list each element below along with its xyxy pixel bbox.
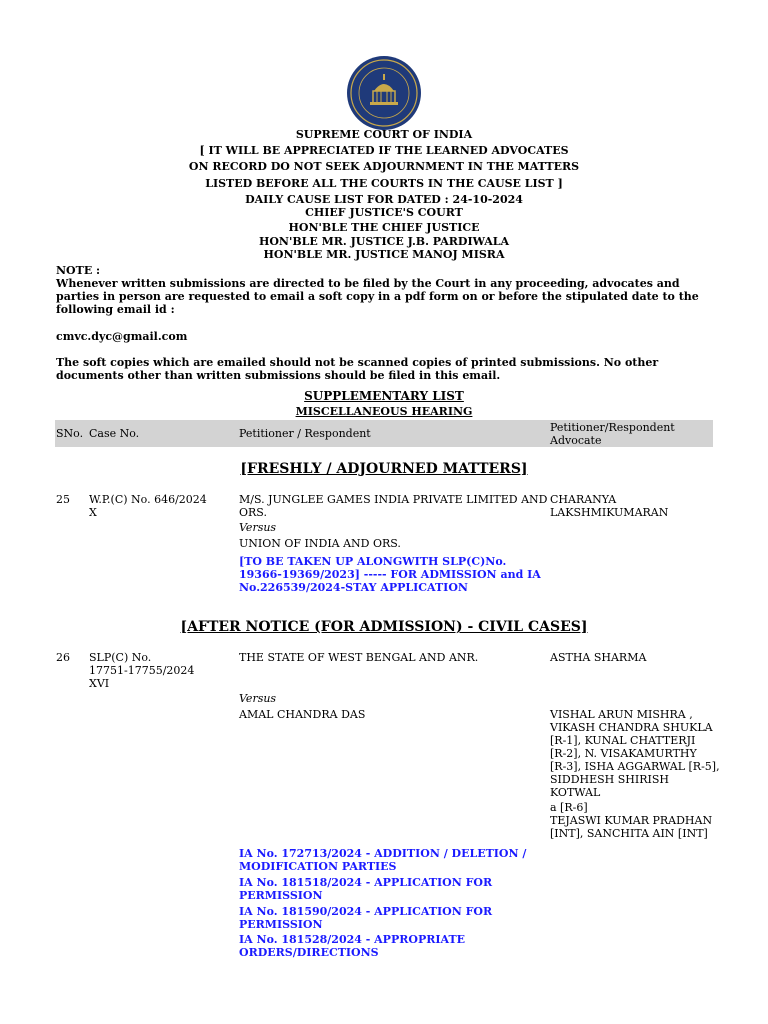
note-softcopy: The soft copies which are emailed should not be scanned copies of printed submissions. No other documents other than written submissions should be filed in this email.	[56, 356, 659, 382]
case-number: W.P.(C) No. 646/2024	[89, 493, 207, 506]
respondent-advocate-line: VIKASH CHANDRA SHUKLA	[550, 721, 713, 734]
table-header	[55, 420, 713, 447]
versus-label: Versus	[239, 521, 277, 534]
respondent-advocate-line: [R-1], KUNAL CHATTERJI	[550, 734, 696, 747]
petitioner-name: THE STATE OF WEST BENGAL AND ANR.	[239, 651, 479, 664]
appeal-line-2: ON RECORD DO NOT SEEK ADJOURNMENT IN THE MATTERS	[188, 160, 580, 173]
note-label: NOTE :	[56, 264, 101, 277]
supreme-court-seal-icon	[346, 55, 422, 131]
petitioner-advocate-cont: LAKSHMIKUMARAN	[550, 506, 669, 519]
case-remark-end: No.226539/2024-STAY APPLICATION	[239, 581, 468, 594]
cause-list-date: DAILY CAUSE LIST FOR DATED : 24-10-2024	[245, 193, 523, 206]
intervenor-advocate-line: [INT], SANCHITA AIN [INT]	[550, 827, 708, 840]
respondent-name: AMAL CHANDRA DAS	[239, 708, 366, 721]
petitioner-advocate: ASTHA SHARMA	[550, 651, 647, 664]
judge-3: HON'BLE MR. JUSTICE MANOJ MISRA	[263, 248, 505, 261]
respondent-advocate-line: [R-2], N. VISAKAMURTHY	[550, 747, 697, 760]
case-number: SLP(C) No.	[89, 651, 152, 664]
respondent-name: UNION OF INDIA AND ORS.	[239, 537, 401, 550]
petitioner-advocate: CHARANYA	[550, 493, 617, 506]
section-after-notice: [AFTER NOTICE (FOR ADMISSION) - CIVIL CASES]	[180, 619, 588, 635]
case-sno: 26	[56, 651, 70, 664]
case-sno: 25	[56, 493, 70, 506]
respondent-advocate-line: a [R-6]	[550, 801, 588, 814]
column-case-no: Case No.	[89, 427, 140, 440]
column-parties: Petitioner / Respondent	[239, 427, 371, 440]
case-number-suffix: X	[89, 506, 97, 519]
petitioner-name: M/S. JUNGLEE GAMES INDIA PRIVATE LIMITED AND	[239, 493, 548, 506]
column-advocate-line2: Advocate	[550, 434, 602, 447]
ia-entry-cont: PERMISSION	[239, 918, 323, 931]
note-text: Whenever written submissions are directed to be filed by the Court in any proceeding, advocates and parties in person are requested to email a soft copy in a pdf form on or before the stipulated date to the following email id :	[56, 277, 699, 316]
appeal-line-1: [ IT WILL BE APPRECIATED IF THE LEARNED ADVOCATES	[199, 144, 569, 157]
court-title: SUPREME COURT OF INDIA	[295, 128, 473, 141]
respondent-advocate-line: SIDDHESH SHIRISH	[550, 773, 669, 786]
versus-label: Versus	[239, 692, 277, 705]
section-freshly-adjourned: [FRESHLY / ADJOURNED MATTERS]	[240, 461, 528, 477]
court-name: CHIEF JUSTICE'S COURT	[305, 206, 463, 219]
case-remark: [TO BE TAKEN UP ALONGWITH SLP(C)No.	[239, 555, 507, 568]
ia-entry: IA No. 172713/2024 - ADDITION / DELETION /	[239, 847, 527, 860]
note-email: cmvc.dyc@gmail.com	[56, 330, 188, 343]
petitioner-name-cont: ORS.	[239, 506, 267, 519]
ia-entry-cont: PERMISSION	[239, 889, 323, 902]
column-sno: SNo.	[56, 427, 84, 440]
ia-entry: IA No. 181590/2024 - APPLICATION FOR	[239, 905, 493, 918]
supplementary-list-title: SUPPLEMENTARY LIST	[304, 389, 464, 403]
ia-entry-cont: ORDERS/DIRECTIONS	[239, 946, 379, 959]
respondent-advocate-line: [R-3], ISHA AGGARWAL [R-5],	[550, 760, 720, 773]
ia-entry-cont: MODIFICATION PARTIES	[239, 860, 397, 873]
respondent-advocate-line: VISHAL ARUN MISHRA ,	[550, 708, 693, 721]
case-number-cont: 17751-17755/2024	[89, 664, 195, 677]
hearing-type-title: MISCELLANEOUS HEARING	[295, 405, 473, 418]
appeal-line-3: LISTED BEFORE ALL THE COURTS IN THE CAUSE LIST ]	[205, 177, 563, 190]
intervenor-advocate-line: TEJASWI KUMAR PRADHAN	[550, 814, 713, 827]
case-remark-cont: 19366-19369/2023] ----- FOR ADMISSION and IA	[239, 568, 541, 581]
ia-entry: IA No. 181518/2024 - APPLICATION FOR	[239, 876, 493, 889]
judge-2: HON'BLE MR. JUSTICE J.B. PARDIWALA	[258, 235, 510, 248]
respondent-advocate-line: KOTWAL	[550, 786, 601, 799]
ia-entry: IA No. 181528/2024 - APPROPRIATE	[239, 933, 466, 946]
column-advocate-line1: Petitioner/Respondent	[550, 421, 675, 434]
judge-1: HON'BLE THE CHIEF JUSTICE	[288, 221, 480, 234]
case-number-suffix: XVI	[89, 677, 110, 690]
